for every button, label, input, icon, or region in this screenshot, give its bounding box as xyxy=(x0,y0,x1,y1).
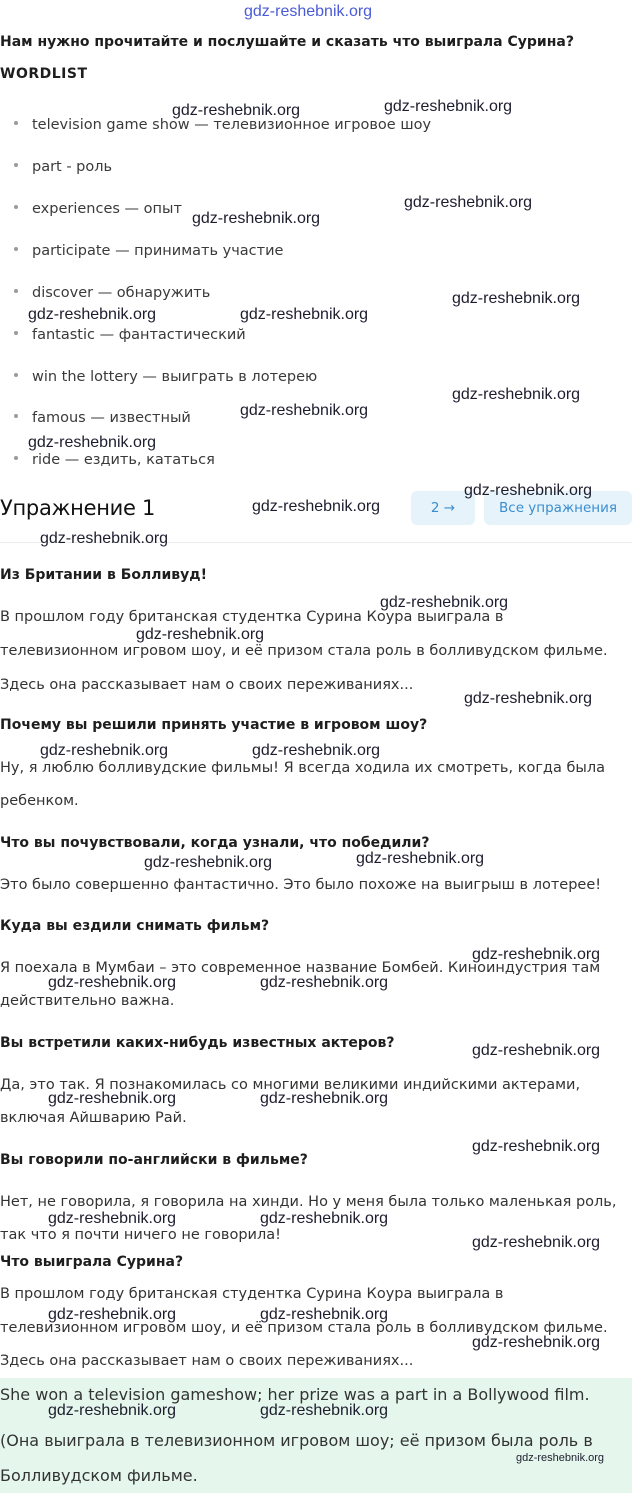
watermark[interactable]: gdz-reshebnik.org xyxy=(452,290,581,307)
bullet-icon xyxy=(14,456,18,460)
watermark[interactable]: gdz-reshebnik.org xyxy=(472,1138,601,1155)
watermark[interactable]: gdz-reshebnik.org xyxy=(192,210,321,227)
bullet-icon xyxy=(14,331,18,335)
watermark[interactable]: gdz-reshebnik.org xyxy=(40,530,169,547)
watermark[interactable]: gdz-reshebnik.org xyxy=(380,594,509,611)
watermark[interactable]: gdz-reshebnik.org xyxy=(40,742,169,759)
watermark[interactable]: gdz-reshebnik.org xyxy=(464,690,593,707)
watermark[interactable]: gdz-reshebnik.org xyxy=(28,434,157,451)
question-title: Нам нужно прочитайте и послушайте и сказать что выиграла Сурина? xyxy=(0,34,574,50)
paragraph: Нет, не говорила, я говорила на хинди. Но у меня была только маленькая роль, xyxy=(0,1194,617,1210)
watermark[interactable]: gdz-reshebnik.org xyxy=(472,1334,601,1351)
question-heading: Почему вы решили принять участие в игровом шоу? xyxy=(0,717,428,733)
paragraph: ребенком. xyxy=(0,793,79,809)
question-heading: Что вы почувствовали, когда узнали, что победили? xyxy=(0,835,430,851)
all-exercises-button[interactable]: Все упражнения xyxy=(484,491,632,525)
watermark[interactable]: gdz-reshebnik.org xyxy=(252,498,381,515)
watermark[interactable]: gdz-reshebnik.org xyxy=(516,1452,605,1464)
watermark[interactable]: gdz-reshebnik.org xyxy=(260,1402,389,1419)
bullet-icon xyxy=(14,289,18,293)
list-item: famous — известный xyxy=(14,410,191,426)
watermark[interactable]: gdz-reshebnik.org xyxy=(48,1402,177,1419)
watermark[interactable]: gdz-reshebnik.org xyxy=(260,974,389,991)
wordlist-heading: WORDLIST xyxy=(0,66,88,82)
watermark[interactable]: gdz-reshebnik.org xyxy=(144,854,273,871)
watermark[interactable]: gdz-reshebnik.org xyxy=(240,306,369,323)
watermark[interactable]: gdz-reshebnik.org xyxy=(48,1210,177,1227)
watermark-top[interactable]: gdz-reshebnik.org xyxy=(244,3,373,20)
question-heading: Куда вы ездили снимать фильм? xyxy=(0,918,270,934)
paragraph: В прошлом году британская студентка Сурина Коура выиграла в xyxy=(0,609,504,625)
watermark[interactable]: gdz-reshebnik.org xyxy=(472,1234,601,1251)
list-item: experiences — опыт xyxy=(14,201,182,217)
paragraph: Ну, я люблю болливудские фильмы! Я всегда ходила их смотреть, когда была xyxy=(0,760,605,776)
paragraph: так что я почти ничего не говорила! xyxy=(0,1227,281,1243)
watermark[interactable]: gdz-reshebnik.org xyxy=(252,742,381,759)
paragraph: телевизионном игровом шоу, и её призом стала роль в болливудском фильме. xyxy=(0,1320,608,1336)
bullet-icon xyxy=(14,373,18,377)
watermark[interactable]: gdz-reshebnik.org xyxy=(240,402,369,419)
watermark[interactable]: gdz-reshebnik.org xyxy=(136,626,265,643)
paragraph: Здесь она рассказывает нам о своих переживаниях... xyxy=(0,677,414,693)
next-exercise-button[interactable]: 2 → xyxy=(411,491,475,525)
watermark[interactable]: gdz-reshebnik.org xyxy=(48,1306,177,1323)
watermark[interactable]: gdz-reshebnik.org xyxy=(48,1090,177,1107)
paragraph: включая Айшварию Рай. xyxy=(0,1110,187,1126)
paragraph: Здесь она рассказывает нам о своих переживаниях... xyxy=(0,1353,414,1369)
list-item: ride — ездить, кататься xyxy=(14,452,215,468)
paragraph: Я поехала в Мумбаи – это современное название Бомбей. Киноиндустрия там xyxy=(0,960,601,976)
watermark[interactable]: gdz-reshebnik.org xyxy=(260,1090,389,1107)
list-item: television game show — телевизионное игровое шоу xyxy=(14,117,431,133)
exercise-title: Упражнение 1 xyxy=(0,496,156,520)
watermark[interactable]: gdz-reshebnik.org xyxy=(172,102,301,119)
watermark[interactable]: gdz-reshebnik.org xyxy=(384,98,513,115)
answer-block xyxy=(0,1378,632,1493)
article-title: Из Британии в Болливуд! xyxy=(0,567,207,583)
watermark[interactable]: gdz-reshebnik.org xyxy=(464,482,593,499)
watermark[interactable]: gdz-reshebnik.org xyxy=(452,386,581,403)
paragraph: Да, это так. Я познакомилась со многими великими индийскими актерами, xyxy=(0,1077,581,1093)
bullet-icon xyxy=(14,121,18,125)
question-heading: Вы говорили по-английски в фильме? xyxy=(0,1152,308,1168)
paragraph: В прошлом году британская студентка Сурина Коура выиграла в xyxy=(0,1286,504,1302)
list-item: win the lottery — выиграть в лотерею xyxy=(14,369,317,385)
list-item: fantastic — фантастический xyxy=(14,327,246,343)
watermark[interactable]: gdz-reshebnik.org xyxy=(404,194,533,211)
bullet-icon xyxy=(14,205,18,209)
answer-english: She won a television gameshow; her prize was a part in a Bollywood film. xyxy=(0,1385,590,1404)
paragraph: действительно важна. xyxy=(0,993,175,1009)
paragraph: Это было совершенно фантастично. Это было похоже на выигрыш в лотерее! xyxy=(0,877,602,893)
bullet-icon xyxy=(14,247,18,251)
watermark[interactable]: gdz-reshebnik.org xyxy=(356,850,485,867)
question-heading: Вы встретили каких-нибудь известных актеров? xyxy=(0,1035,395,1051)
paragraph: телевизионном игровом шоу, и её призом стала роль в болливудском фильме. xyxy=(0,643,608,659)
watermark[interactable]: gdz-reshebnik.org xyxy=(472,1042,601,1059)
list-item: discover — обнаружить xyxy=(14,285,210,301)
watermark[interactable]: gdz-reshebnik.org xyxy=(472,946,601,963)
list-item: participate — принимать участие xyxy=(14,243,283,259)
answer-russian: Болливудском фильме. xyxy=(0,1466,198,1485)
list-item: part - роль xyxy=(14,159,112,175)
question-heading: Что выиграла Сурина? xyxy=(0,1254,184,1270)
watermark[interactable]: gdz-reshebnik.org xyxy=(48,974,177,991)
answer-russian: (Она выиграла в телевизионном игровом шоу; её призом была роль в xyxy=(0,1431,593,1450)
watermark[interactable]: gdz-reshebnik.org xyxy=(260,1306,389,1323)
watermark[interactable]: gdz-reshebnik.org xyxy=(260,1210,389,1227)
watermark[interactable]: gdz-reshebnik.org xyxy=(28,306,157,323)
bullet-icon xyxy=(14,163,18,167)
bullet-icon xyxy=(14,414,18,418)
